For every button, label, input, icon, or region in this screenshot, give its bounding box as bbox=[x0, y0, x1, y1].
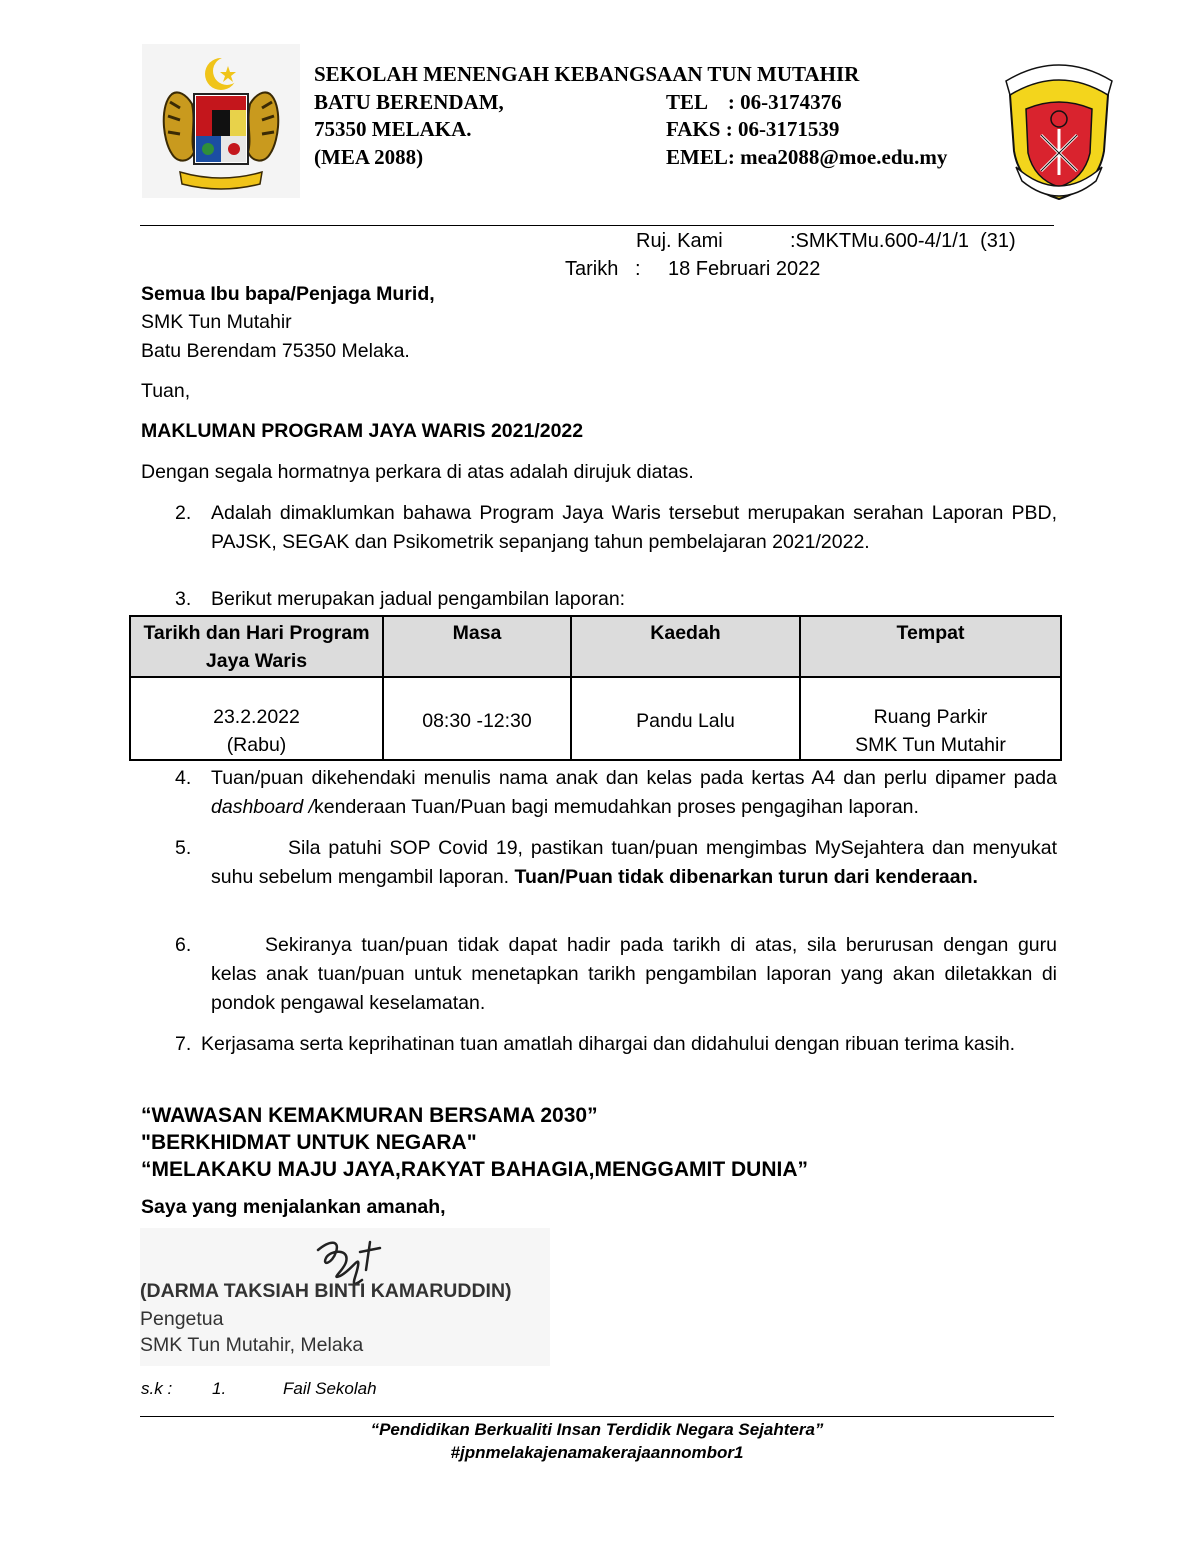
signatory-organization: SMK Tun Mutahir, Melaka bbox=[140, 1334, 364, 1356]
intro-paragraph: Dengan segala hormatnya perkara di atas adalah dirujuk diatas. bbox=[141, 461, 694, 483]
subject: MAKLUMAN PROGRAM JAYA WARIS 2021/2022 bbox=[141, 420, 584, 442]
cell-date-value: 23.2.2022 bbox=[213, 706, 300, 728]
school-code: (MEA 2088) bbox=[314, 145, 424, 169]
reference-label: Ruj. Kami bbox=[636, 230, 723, 252]
closing: Saya yang menjalankan amanah, bbox=[141, 1196, 446, 1218]
paragraph-6: Sekiranya tuan/puan tidak dapat hadir pada tarikh di atas, sila berurusan dengan guru kelas anak tuan/puan untuk menetapkan tarikh pengambilan laporan yang akan diletakkan di pondok pengawal keselamatan. bbox=[211, 934, 1057, 1014]
table-header-row bbox=[130, 616, 1061, 677]
date-label: Tarikh : bbox=[565, 258, 641, 280]
recipient-line-1: Semua Ibu bapa/Penjaga Murid, bbox=[141, 283, 435, 305]
reference-number: :SMKTMu.600-4/1/1 (31) bbox=[790, 230, 1016, 252]
signature-block bbox=[140, 1228, 550, 1366]
paragraph-4 bbox=[211, 764, 1057, 822]
motto-3: “MELAKAKU MAJU JAYA,RAKYAT BAHAGIA,MENGGAMIT DUNIA” bbox=[141, 1158, 808, 1181]
paragraph-5 bbox=[211, 834, 1057, 892]
cc-item: Fail Sekolah bbox=[283, 1379, 377, 1398]
header-time: Masa bbox=[383, 616, 571, 677]
header-place: Tempat bbox=[800, 616, 1061, 677]
cell-method-value: Pandu Lalu bbox=[636, 710, 735, 732]
header-divider bbox=[140, 225, 1054, 226]
motto-2: "BERKHIDMAT UNTUK NEGARA" bbox=[141, 1131, 477, 1154]
cell-day-value: (Rabu) bbox=[226, 734, 287, 756]
paragraph-3: Berikut merupakan jadual pengambilan laporan: bbox=[211, 588, 626, 610]
date-value: 18 Februari 2022 bbox=[668, 258, 821, 280]
cell-time bbox=[383, 677, 571, 760]
footer-slogan: “Pendidikan Berkualiti Insan Terdidik Negara Sejahtera” bbox=[370, 1420, 824, 1439]
cell-place-line-1: Ruang Parkir bbox=[873, 706, 988, 728]
schedule-table bbox=[129, 615, 1062, 761]
salutation: Tuan, bbox=[141, 380, 191, 402]
address-line-1: BATU BERENDAM, bbox=[314, 90, 504, 114]
motto-1: “WAWASAN KEMAKMURAN BERSAMA 2030” bbox=[141, 1104, 598, 1127]
telephone: TEL : 06-3174376 bbox=[666, 90, 842, 114]
paragraph-4-text: Tuan/puan dikehendaki menulis nama anak dan kelas pada kertas A4 dan perlu dipamer pada bbox=[211, 767, 1057, 789]
cc-number: 1. bbox=[212, 1379, 227, 1398]
signatory-title: Pengetua bbox=[140, 1308, 224, 1330]
paragraph-5-bold: Tuan/Puan tidak dibenarkan turun dari kenderaan. bbox=[514, 866, 978, 888]
cell-time-value: 08:30 -12:30 bbox=[422, 710, 532, 732]
recipient-line-3: Batu Berendam 75350 Melaka. bbox=[141, 340, 410, 362]
coat-of-arms-logo bbox=[142, 44, 300, 198]
paragraph-5-number: 5. bbox=[175, 837, 192, 859]
cell-method bbox=[571, 677, 800, 760]
cell-place-line-2: SMK Tun Mutahir bbox=[855, 734, 1006, 756]
signatory-name: (DARMA TAKSIAH BINTI KAMARUDDIN) bbox=[140, 1280, 512, 1302]
table-row bbox=[130, 677, 1061, 760]
paragraph-7-number: 7. bbox=[175, 1033, 192, 1055]
paragraph-4-text-end: kenderaan Tuan/Puan bagi memudahkan proses pengagihan laporan. bbox=[314, 796, 919, 818]
paragraph-4-italic: dashboard / bbox=[211, 796, 314, 818]
fax: FAKS : 06-3171539 bbox=[666, 117, 840, 141]
school-crest-logo bbox=[996, 55, 1122, 201]
paragraph-7: Kerjasama serta keprihatinan tuan amatlah dihargai dan didahului dengan ribuan terima kasih. bbox=[201, 1033, 1016, 1055]
cc-label: s.k : bbox=[141, 1379, 173, 1398]
footer-divider bbox=[140, 1416, 1054, 1417]
paragraph-7-line-wrap bbox=[201, 1030, 1057, 1059]
paragraph-4-number: 4. bbox=[175, 767, 192, 789]
footer-hashtag: #jpnmelakajenamakerajaannombor1 bbox=[450, 1443, 744, 1462]
address-line-2: 75350 MELAKA. bbox=[314, 117, 472, 141]
cell-date bbox=[130, 677, 383, 760]
cell-place bbox=[800, 677, 1061, 760]
paragraph-6-number: 6. bbox=[175, 934, 192, 956]
school-name: SEKOLAH MENENGAH KEBANGSAAN TUN MUTAHIR bbox=[314, 62, 860, 86]
recipient-line-2: SMK Tun Mutahir bbox=[141, 311, 292, 333]
header-method: Kaedah bbox=[571, 616, 800, 677]
paragraph-2-number: 2. bbox=[175, 502, 192, 524]
paragraph-5-text: Sila patuhi SOP Covid 19, pastikan tuan/puan mengimbas MySejahtera dan menyukat suhu sebelum mengambil laporan. bbox=[211, 837, 1057, 888]
paragraph-3-number: 3. bbox=[175, 588, 192, 610]
email: EMEL: mea2088@moe.edu.my bbox=[666, 145, 948, 169]
header-date: Tarikh dan Hari Program Jaya Waris bbox=[130, 616, 383, 677]
paragraph-2: Adalah dimaklumkan bahawa Program Jaya Waris tersebut merupakan serahan Laporan PBD, PAJSK, SEGAK dan Psikometrik sepanjang tahun pembelajaran 2021/2022. bbox=[211, 502, 1057, 553]
